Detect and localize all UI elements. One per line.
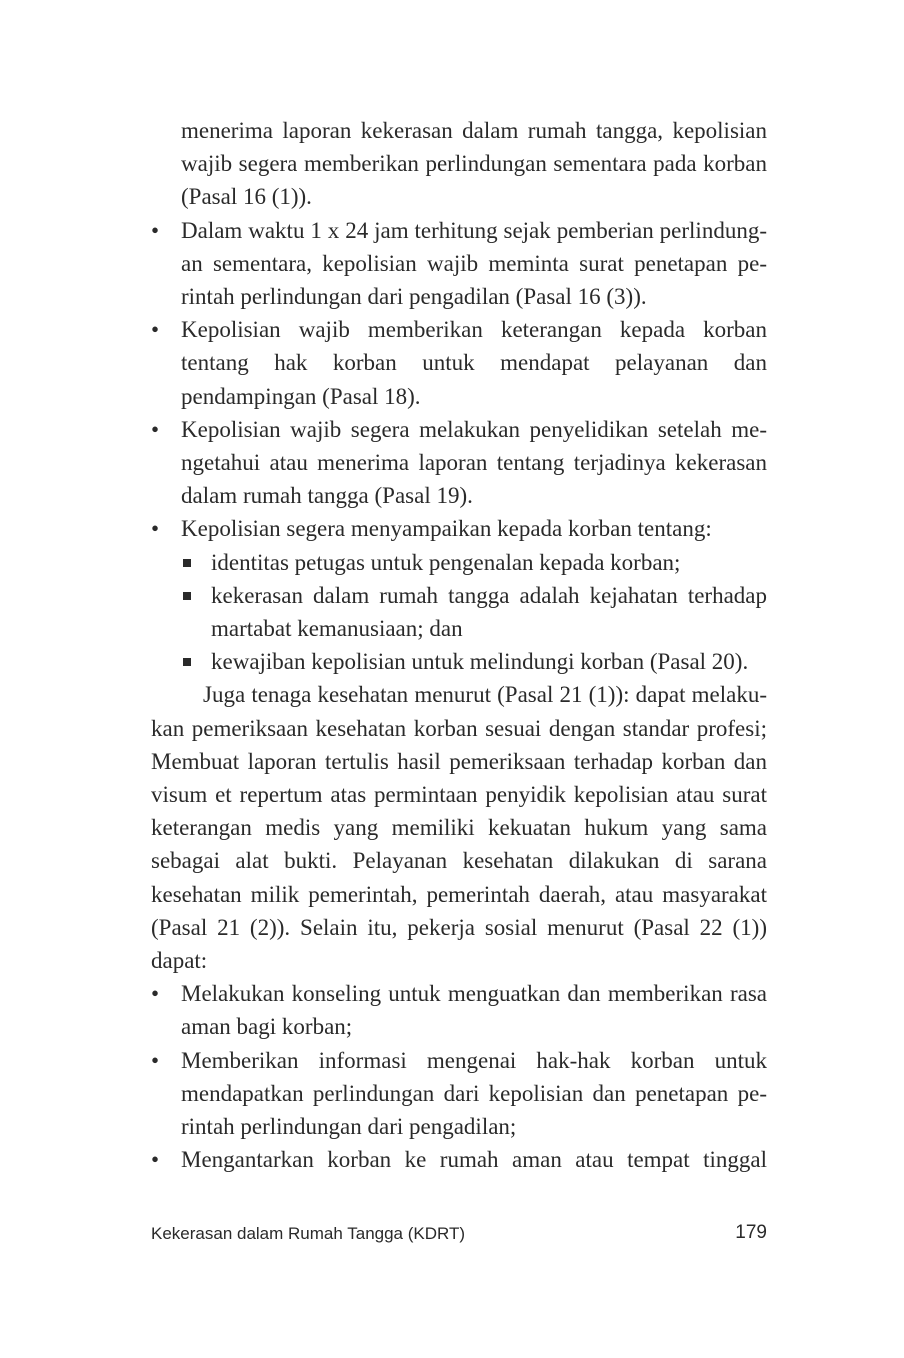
- running-footer-title: Kekerasan dalam Rumah Tangga (KDRT): [151, 1224, 466, 1243]
- bullet-icon: •: [151, 1047, 160, 1073]
- bullet-icon: •: [151, 981, 160, 1007]
- list-item: [151, 977, 767, 1043]
- square-bullet-icon: [183, 559, 191, 567]
- square-bullet-icon: [183, 658, 191, 666]
- list-item-text: Dalam waktu 1 x 24 jam terhitung sejak pemberian perlindungan sementara, kepolisian wajib meminta surat penetapan perintah perlindungan dari pengadilan (Pasal 16 (3)).: [181, 217, 767, 310]
- police-duties-list: [151, 214, 767, 679]
- list-item-text: Kepolisian wajib memberikan keterangan kepada korban tentang hak korban untuk mendapat pelayanan dan pendampingan (Pasal 18).: [181, 317, 767, 409]
- sub-list-item-text: identitas petugas untuk pengenalan kepada korban;: [211, 549, 681, 575]
- sub-list-item-text: kewajiban kepolisian untuk melindungi korban (Pasal 20).: [211, 649, 749, 675]
- page-body: [151, 114, 767, 1177]
- bullet-icon: •: [151, 416, 160, 442]
- list-item: [151, 313, 767, 413]
- list-item: [151, 413, 767, 513]
- page-number: 179: [735, 1222, 767, 1243]
- list-item-text: Kepolisian segera menyampaikan kepada korban tentang:: [181, 516, 712, 542]
- sub-list-item: [181, 546, 767, 579]
- list-item-text: Mengantarkan korban ke rumah aman atau tempat tinggal: [181, 1147, 767, 1173]
- list-item-text: Memberikan informasi mengenai hak-hak korban untuk mendapatkan perlindungan dari kepolisian dan penetapan perintah perlindungan dari pengadilan;: [181, 1047, 767, 1140]
- bullet-icon: •: [151, 317, 160, 343]
- social-worker-list: [151, 977, 767, 1176]
- health-paragraph: Juga tenaga kesehatan menurut (Pasal 21 (1)): dapat melakukan pemeriksaan kesehatan korban sesuai dengan standar profesi; Membuat laporan tertulis hasil pemeriksaan terhadap korban dan visum et repertum atas permintaan penyidik kepolisian atau surat keterangan medis yang memiliki kekuatan hukum yang sama sebagai alat bukti. Pelayanan kesehatan dilakukan di sarana kesehatan milik pemerintah, pemerintah daerah, atau masyarakat (Pasal 21 (2)). Selain itu, pekerja sosial menurut (Pasal 22 (1)) dapat:: [151, 682, 767, 974]
- bullet-icon: •: [151, 1147, 160, 1173]
- square-bullet-icon: [183, 592, 191, 600]
- bullet-icon: •: [151, 217, 160, 243]
- bullet-icon: •: [151, 516, 160, 542]
- sub-list-item: [181, 579, 767, 645]
- list-item: [151, 214, 767, 314]
- list-item: [151, 512, 767, 678]
- list-item-text: Melakukan konseling untuk menguatkan dan memberikan rasa aman bagi korban;: [181, 981, 767, 1040]
- list-item-text: Kepolisian wajib segera melakukan penyelidikan setelah mengetahui atau menerima laporan tentang terjadinya kekerasan dalam rumah tangga (Pasal 19).: [181, 416, 767, 509]
- intro-continuation: menerima laporan kekerasan dalam rumah tangga, kepolisian wajib segera memberikan perlindungan sementara pada korban (Pasal 16 (1)).: [181, 118, 767, 210]
- police-info-sublist: [181, 546, 767, 679]
- sub-list-item-text: kekerasan dalam rumah tangga adalah kejahatan terhadap martabat kemanusiaan; dan: [211, 582, 767, 642]
- sub-list-item: [181, 645, 767, 678]
- list-item: [151, 1143, 767, 1176]
- list-item: [151, 1044, 767, 1144]
